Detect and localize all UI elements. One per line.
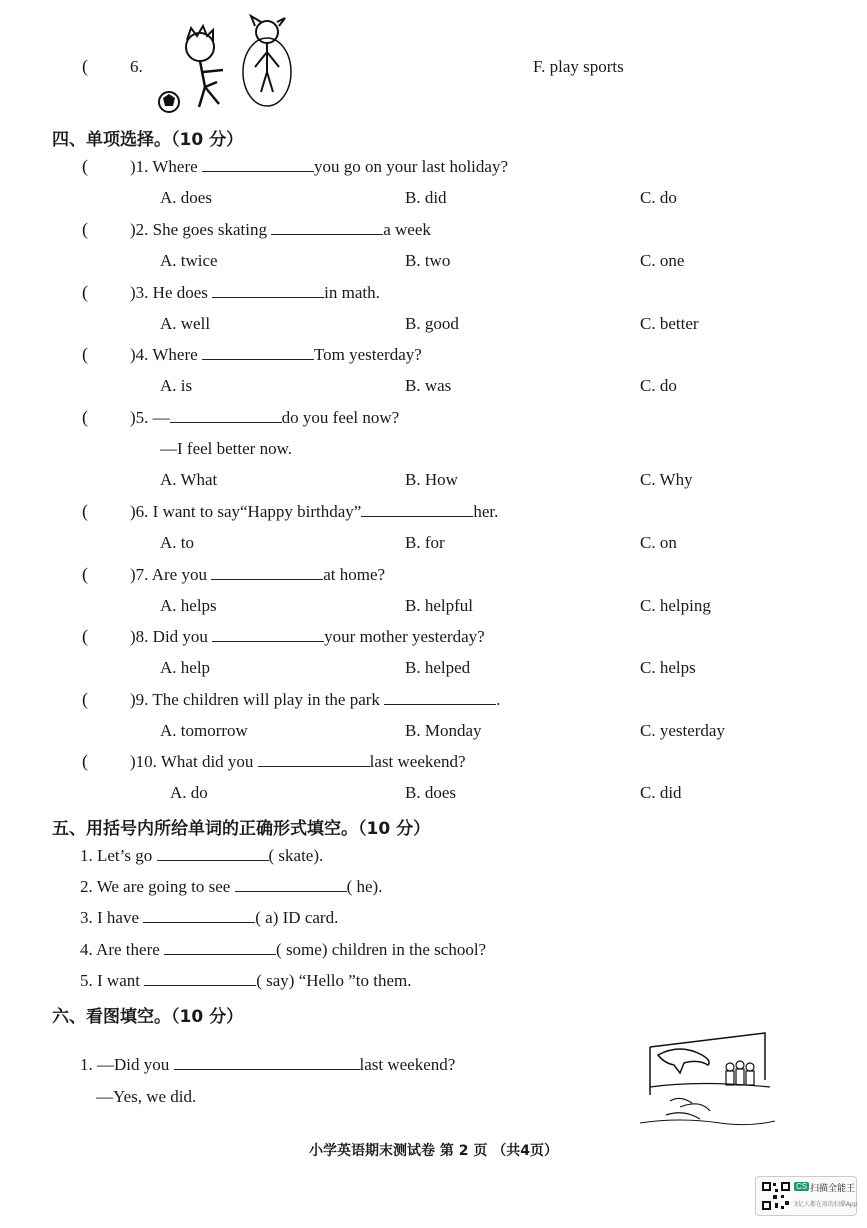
fill-item-2: 2. We are going to see ( he). <box>80 877 383 896</box>
answer-paren: ( <box>82 344 88 364</box>
answer-paren: ( <box>82 751 88 771</box>
option-f: F. play sports <box>533 57 624 76</box>
answer-blank[interactable] <box>212 627 324 642</box>
answer-blank[interactable] <box>143 908 255 923</box>
answer-blank[interactable] <box>164 940 276 955</box>
picture-question-1: 1. —Did you last weekend? <box>80 1055 456 1074</box>
option-a: A. What <box>160 470 218 489</box>
section5-heading: 五、用括号内所给单词的正确形式填空。（10 分） <box>52 819 431 839</box>
option-c: C. better <box>640 314 699 333</box>
answer-paren-open: ( <box>82 56 88 76</box>
option-a: A. to <box>160 533 194 552</box>
answer-paren: ( <box>82 501 88 521</box>
option-a: A. is <box>160 376 193 395</box>
option-b: B. was <box>405 376 452 395</box>
option-c: C. yesterday <box>640 721 725 740</box>
option-b: B. does <box>405 783 456 802</box>
aquarium-dolphin-picture <box>640 1025 775 1130</box>
option-c: C. helping <box>640 596 711 615</box>
section6-heading: 六、看图填空。（10 分） <box>52 1007 244 1027</box>
option-a: A. tomorrow <box>160 721 248 740</box>
question-2: )2. She goes skating a week <box>130 220 431 239</box>
question-5-response: —I feel better now. <box>160 439 293 458</box>
option-c: C. did <box>640 783 682 802</box>
option-a: A. twice <box>160 251 218 270</box>
section4-heading: 四、单项选择。（10 分） <box>52 130 244 150</box>
option-c: C. do <box>640 376 677 395</box>
fill-item-4: 4. Are there ( some) children in the school? <box>80 940 487 959</box>
question-5: )5. — do you feel now? <box>130 408 400 427</box>
question-4: )4. Where Tom yesterday? <box>130 345 422 364</box>
option-c: C. Why <box>640 470 693 489</box>
option-a: A. do <box>170 783 208 802</box>
option-b: B. did <box>405 188 447 207</box>
option-b: B. Monday <box>405 721 482 740</box>
answer-blank[interactable] <box>157 846 269 861</box>
question-10: )10. What did you last weekend? <box>130 752 466 771</box>
option-b: B. for <box>405 533 445 552</box>
fill-item-5: 5. I want ( say) “Hello ”to them. <box>80 971 412 990</box>
answer-blank[interactable] <box>174 1055 360 1070</box>
answer-blank[interactable] <box>212 283 324 298</box>
camscanner-logo: CS <box>796 1182 808 1191</box>
answer-blank[interactable] <box>170 408 282 423</box>
question-6: )6. I want to say“Happy birthday” her. <box>130 502 499 521</box>
answer-paren: ( <box>82 564 88 584</box>
answer-paren: ( <box>82 407 88 427</box>
answer-blank[interactable] <box>202 157 314 172</box>
question-9: )9. The children will play in the park . <box>130 690 501 709</box>
scanner-tagline: 3亿人都在用的扫描App <box>794 1201 858 1208</box>
scanner-watermark <box>755 1176 857 1216</box>
answer-paren: ( <box>82 626 88 646</box>
option-a: A. does <box>160 188 212 207</box>
kids-playing-picture <box>155 12 300 117</box>
question-7: )7. Are you at home? <box>130 565 386 584</box>
answer-blank[interactable] <box>144 971 256 986</box>
answer-blank[interactable] <box>384 690 496 705</box>
question-3: )3. He does in math. <box>130 283 380 302</box>
option-a: A. well <box>160 314 211 333</box>
item-number: 6. <box>130 57 143 76</box>
question-8: )8. Did you your mother yesterday? <box>130 627 485 646</box>
fill-item-3: 3. I have ( a) ID card. <box>80 908 339 927</box>
answer-paren: ( <box>82 219 88 239</box>
answer-blank[interactable] <box>235 877 347 892</box>
option-a: A. help <box>160 658 211 677</box>
qr-code-icon <box>761 1181 791 1211</box>
fill-item-1: 1. Let’s go ( skate). <box>80 846 324 865</box>
answer-paren: ( <box>82 282 88 302</box>
answer-blank[interactable] <box>271 220 383 235</box>
scanner-app-name: 扫描全能王 <box>810 1184 856 1194</box>
answer-blank[interactable] <box>361 502 473 517</box>
question-1: )1. Where you go on your last holiday? <box>130 157 508 176</box>
option-b: B. How <box>405 470 458 489</box>
option-b: B. helpful <box>405 596 473 615</box>
option-c: C. on <box>640 533 677 552</box>
option-b: B. helped <box>405 658 471 677</box>
option-b: B. two <box>405 251 451 270</box>
answer-paren: ( <box>82 689 88 709</box>
option-a: A. helps <box>160 596 217 615</box>
answer-blank[interactable] <box>258 752 370 767</box>
option-c: C. helps <box>640 658 696 677</box>
answer-blank[interactable] <box>211 565 323 580</box>
option-c: C. do <box>640 188 677 207</box>
option-c: C. one <box>640 251 685 270</box>
picture-answer-1: —Yes, we did. <box>96 1087 197 1106</box>
option-b: B. good <box>405 314 459 333</box>
answer-blank[interactable] <box>202 345 314 360</box>
answer-paren: ( <box>82 156 88 176</box>
page-footer: 小学英语期末测试卷 第 2 页 （共4页） <box>309 1143 558 1159</box>
